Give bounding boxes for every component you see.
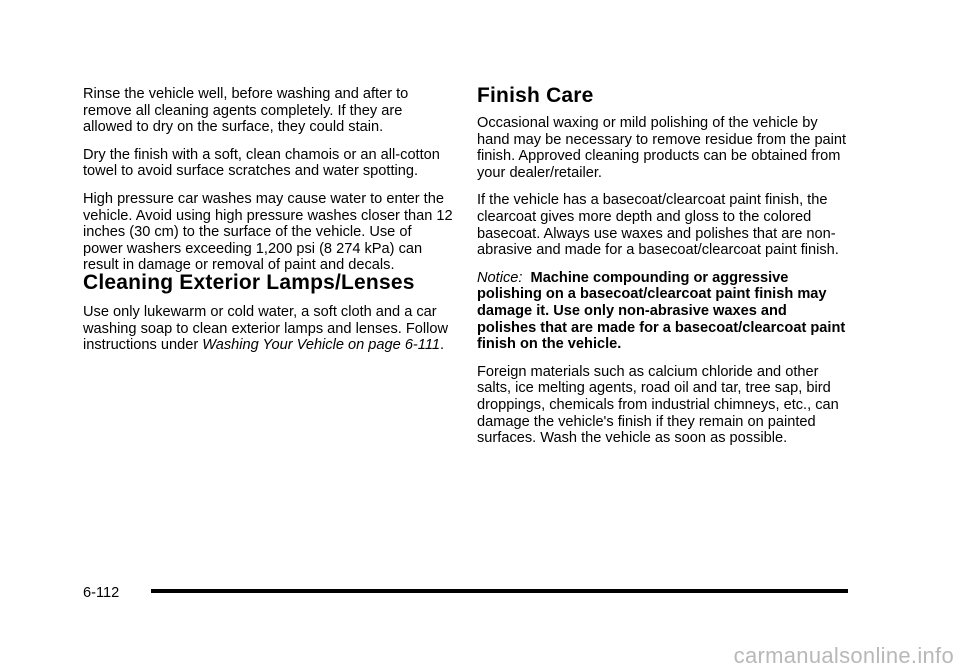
lamps-paragraph <box>83 304 455 354</box>
notice-paragraph <box>477 270 847 353</box>
right-column <box>477 115 847 458</box>
watermark: carmanualsonline.info <box>733 643 954 668</box>
rinse-paragraph: Rinse the vehicle well, before washing and after to remove all cleaning agents completely. If they are allowed to dry on the surface, they could stain. <box>83 86 409 136</box>
left-column <box>83 86 455 285</box>
basecoat-paragraph: If the vehicle has a basecoat/clearcoat paint finish, the clearcoat gives more depth and gloss to the colored basecoat. Always use waxes and polishes that are non-abrasive and made for a basecoat/clearcoat paint finish. <box>477 192 839 259</box>
washing-vehicle-xref-link[interactable]: Washing Your Vehicle on page 6-111 <box>202 337 440 354</box>
notice-label: Notice: <box>477 269 523 286</box>
lamps-section <box>83 304 455 365</box>
page-number: 6-112 <box>83 585 120 601</box>
foreign-materials-paragraph: Foreign materials such as calcium chloride and other salts, ice melting agents, road oil and tar, tree sap, bird droppings, chemicals from industrial chimneys, etc., can damage the vehicle's finish if they remain on painted surfaces. Wash the vehicle as soon as possible. <box>477 363 839 447</box>
pressure-wash-paragraph: High pressure car washes may cause water to enter the vehicle. Avoid using high pressure washes closer than 12 inches (30 cm) to the surface of the vehicle. Use of power washers exceeding 1,200 psi (8 274 kPa) can result in damage or removal of paint and decals. <box>83 190 453 274</box>
lamps-paragraph-end: . <box>439 337 445 354</box>
cleaning-lamps-heading: Cleaning Exterior Lamps/Lenses <box>83 271 415 294</box>
lamps-paragraph-text: Use only lukewarm or cold water, a soft cloth and a car washing soap to clean exterior lamps and lenses. Follow instructions under <box>83 304 449 354</box>
finish-care-heading: Finish Care <box>477 84 594 107</box>
footer-rule <box>151 589 848 593</box>
notice-text: Machine compounding or aggressive polishing on a basecoat/clearcoat paint finish may damage it. Use only non-abrasive waxes and polishes that are made for a basecoat/clearcoat paint finish on the vehicle. <box>477 269 846 353</box>
waxing-paragraph: Occasional waxing or mild polishing of the vehicle by hand may be necessary to remove residue from the paint finish. Approved cleaning products can be obtained from your dealer/retailer. <box>477 115 847 181</box>
dry-paragraph: Dry the finish with a soft, clean chamois or an all-cotton towel to avoid surface scratches and water spotting. <box>83 146 440 180</box>
